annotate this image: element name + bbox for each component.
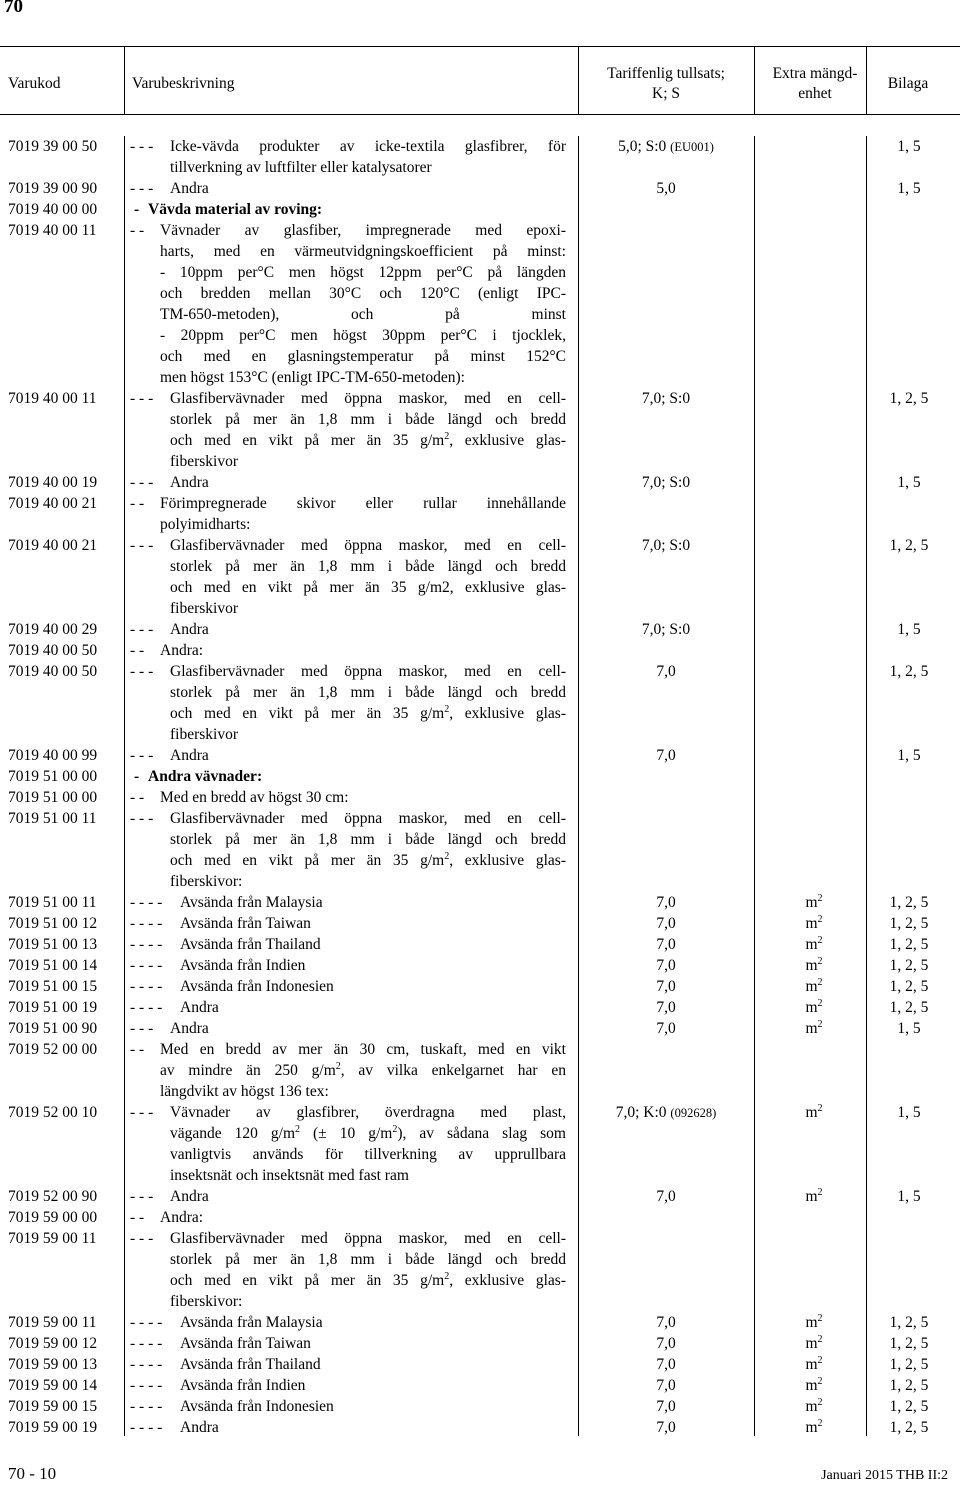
table-row xyxy=(0,199,960,220)
page-number: 70 xyxy=(4,0,23,17)
row-description-line: och med en vikt på mer än 35 $g/m^2$, exklusive glas- xyxy=(170,704,566,722)
row-unit: $m^2$ xyxy=(805,914,823,932)
row-unit: $m^2$ xyxy=(805,1397,823,1415)
table-row xyxy=(0,493,960,535)
table-row xyxy=(0,745,960,766)
row-bilaga: 1, 2, 5 xyxy=(889,957,929,974)
row-description xyxy=(170,808,566,892)
row-unit: $m^2$ xyxy=(805,1355,823,1373)
row-description xyxy=(160,640,566,661)
row-code: 7019 59 00 14 xyxy=(8,1377,98,1394)
row-description xyxy=(180,1333,566,1354)
row-description-line: Glasfibervävnader med öppna maskor, med en cell- xyxy=(170,810,566,827)
column-separator xyxy=(124,46,125,114)
row-dash-level: - - - - xyxy=(130,1314,163,1331)
header-col-extra-enhet-line1: Extra mängd- xyxy=(772,65,858,82)
row-description-line: Andra xyxy=(170,621,209,638)
row-code: 7019 52 00 00 xyxy=(8,1041,98,1058)
row-description xyxy=(180,997,566,1018)
row-description xyxy=(180,892,566,913)
table-row xyxy=(0,661,960,745)
table-row xyxy=(0,220,960,388)
row-code: 7019 51 00 90 xyxy=(8,1020,98,1037)
row-code: 7019 51 00 11 xyxy=(8,894,97,911)
row-dash-level: - - xyxy=(130,642,145,659)
table-row xyxy=(0,1039,960,1102)
row-description-line: insektsnät och insektsnät med fast ram xyxy=(170,1167,409,1184)
row-description-line: Förimpregnerade skivor eller rullar innehållande xyxy=(160,495,566,512)
row-description-line: Andra: xyxy=(160,1209,204,1226)
row-unit: $m^2$ xyxy=(805,893,823,911)
row-bilaga: 1, 5 xyxy=(897,138,921,155)
row-description-line: och bredden mellan 30°C och 120°C (enligt IPC- xyxy=(160,285,566,302)
row-unit: $m^2$ xyxy=(805,1313,823,1331)
row-description-line: polyimidharts: xyxy=(160,516,251,533)
row-tariff: 7,0; S:0 xyxy=(641,537,691,554)
table-row xyxy=(0,1207,960,1228)
row-bilaga: 1, 5 xyxy=(897,180,921,197)
table-row xyxy=(0,934,960,955)
row-description-line: Vävnader av glasfiber, impregnerade med epoxi- xyxy=(160,222,566,239)
row-code: 7019 59 00 00 xyxy=(8,1209,98,1226)
row-description xyxy=(170,535,566,619)
row-code: 7019 51 00 15 xyxy=(8,978,98,995)
row-description-line: Avsända från Taiwan xyxy=(180,915,311,932)
row-description-line: storlek på mer än 1,8 mm i både längd och bredd xyxy=(170,831,566,848)
row-description xyxy=(148,766,566,787)
header-col-tullsats-line1: Tariffenlig tullsats; xyxy=(607,65,725,82)
row-unit: $m^2$ xyxy=(805,1019,823,1037)
row-code: 7019 40 00 00 xyxy=(8,201,98,218)
row-description-line: storlek på mer än 1,8 mm i både längd och bredd xyxy=(170,411,566,428)
row-tariff: 7,0 xyxy=(656,915,676,932)
superscript-2: 2 xyxy=(817,1187,823,1198)
superscript-2: 2 xyxy=(817,914,823,925)
row-tariff: 7,0 xyxy=(656,1377,676,1394)
table-row xyxy=(0,976,960,997)
row-description-line: och med en glasningstemperatur på minst 152°C xyxy=(160,348,566,365)
row-description xyxy=(170,1018,566,1039)
row-bilaga: 1, 2, 5 xyxy=(889,537,929,554)
row-dash-level: - - - - xyxy=(130,1419,163,1436)
row-tariff: 7,0; K:0 (092628) xyxy=(615,1104,717,1121)
table-row xyxy=(0,640,960,661)
row-code: 7019 40 00 19 xyxy=(8,474,98,491)
row-dash-level: - - xyxy=(130,1209,145,1226)
row-description-line: - 10ppm per°C men högst 12ppm per°C på längden xyxy=(160,264,566,281)
row-description xyxy=(180,1375,566,1396)
row-description xyxy=(170,661,566,745)
row-code: 7019 40 00 29 xyxy=(8,621,98,638)
row-bilaga: 1, 2, 5 xyxy=(889,1314,929,1331)
row-bilaga: 1, 5 xyxy=(897,621,921,638)
row-description-line: fiberskivor xyxy=(170,600,239,617)
row-bilaga: 1, 2, 5 xyxy=(889,1398,929,1415)
row-bilaga: 1, 2, 5 xyxy=(889,894,929,911)
table-row xyxy=(0,178,960,199)
row-unit: $m^2$ xyxy=(805,1187,823,1205)
row-unit: $m^2$ xyxy=(805,977,823,995)
row-dash-level: - - - xyxy=(130,390,154,407)
row-dash-level: - - - - xyxy=(130,1335,163,1352)
row-tariff: 7,0 xyxy=(656,1335,676,1352)
row-bilaga: 1, 5 xyxy=(897,747,921,764)
row-description-line: Avsända från Indien xyxy=(180,957,306,974)
superscript-2: 2 xyxy=(817,956,823,967)
row-description-line: och med en vikt på mer än 35 g/m2, exklusive glas- xyxy=(170,579,566,596)
header-col-extra-enhet xyxy=(762,64,868,104)
table-row xyxy=(0,1417,960,1438)
row-description xyxy=(180,1396,566,1417)
row-unit: $m^2$ xyxy=(805,1418,823,1436)
row-description-line: Glasfibervävnader med öppna maskor, med en cell- xyxy=(170,537,566,554)
row-dash-level: - - - xyxy=(130,537,154,554)
row-dash-level: - - - xyxy=(130,1020,154,1037)
row-tariff: 7,0 xyxy=(656,1398,676,1415)
row-dash-level: - - - xyxy=(130,810,154,827)
row-tariff-note: (092628) xyxy=(670,1106,717,1120)
header-col-varukod: Varukod xyxy=(8,75,61,92)
row-description-line: vanligtvis används för tillverkning av upprullbara xyxy=(170,1146,566,1163)
row-description-line: Andra xyxy=(170,1188,209,1205)
row-description xyxy=(180,1354,566,1375)
row-tariff: 7,0 xyxy=(656,978,676,995)
superscript-2: 2 xyxy=(817,935,823,946)
table-row xyxy=(0,1186,960,1207)
table-row xyxy=(0,955,960,976)
row-unit: $m^2$ xyxy=(805,1334,823,1352)
row-tariff: 5,0 xyxy=(656,180,676,197)
row-description-line: fiberskivor xyxy=(170,453,239,470)
row-description-line: Glasfibervävnader med öppna maskor, med en cell- xyxy=(170,1230,566,1247)
column-separator xyxy=(578,46,579,114)
row-description-line: fiberskivor: xyxy=(170,1293,243,1310)
row-description-line: Andra xyxy=(170,1020,209,1037)
row-code: 7019 59 00 19 xyxy=(8,1419,98,1436)
row-dash-level: - - xyxy=(130,495,145,512)
row-description-line: och med en vikt på mer än 35 $g/m^2$, exklusive glas- xyxy=(170,851,566,869)
superscript-2: 2 xyxy=(817,1418,823,1429)
superscript-2: 2 xyxy=(817,1019,823,1030)
row-description-line: - 20ppm per°C men högst 30ppm per°C i tjocklek, xyxy=(160,327,566,344)
row-code: 7019 39 00 90 xyxy=(8,180,98,197)
row-description xyxy=(180,955,566,976)
row-tariff: 7,0 xyxy=(656,747,676,764)
row-tariff: 7,0 xyxy=(656,999,676,1016)
row-description-line: men högst 153°C (enligt IPC-TM-650-metoden): xyxy=(160,369,465,386)
row-description-line: Avsända från Indonesien xyxy=(180,978,334,995)
row-bilaga: 1, 2, 5 xyxy=(889,978,929,995)
row-tariff: 7,0 xyxy=(656,1020,676,1037)
row-bilaga: 1, 2, 5 xyxy=(889,936,929,953)
row-description-line: storlek på mer än 1,8 mm i både längd och bredd xyxy=(170,558,566,575)
row-description-line: Andra xyxy=(170,180,209,197)
row-description-line: storlek på mer än 1,8 mm i både längd och bredd xyxy=(170,1251,566,1268)
superscript-2: 2 xyxy=(817,1313,823,1324)
row-description-line: Avsända från Malaysia xyxy=(180,1314,323,1331)
table-row xyxy=(0,619,960,640)
table-row xyxy=(0,388,960,472)
row-dash-level: - xyxy=(134,768,140,785)
row-tariff: 7,0 xyxy=(656,936,676,953)
row-description-line: av mindre än 250 $g/m^2$, av vilka enkelgarnet har en xyxy=(160,1061,566,1079)
row-description xyxy=(160,787,566,808)
row-description-line: Andra: xyxy=(160,642,204,659)
row-code: 7019 51 00 12 xyxy=(8,915,98,932)
row-description-line: Avsända från Indien xyxy=(180,1377,306,1394)
row-bilaga: 1, 2, 5 xyxy=(889,1335,929,1352)
row-description xyxy=(170,619,566,640)
row-code: 7019 40 00 21 xyxy=(8,537,98,554)
superscript-2: 2 xyxy=(817,1103,823,1114)
row-tariff: 5,0; S:0 (EU001) xyxy=(618,138,714,155)
superscript-2: 2 xyxy=(335,1061,341,1072)
row-tariff: 7,0 xyxy=(656,894,676,911)
row-description xyxy=(170,1186,566,1207)
row-code: 7019 52 00 90 xyxy=(8,1188,98,1205)
table-row xyxy=(0,787,960,808)
header-col-tullsats xyxy=(578,64,754,104)
table-row xyxy=(0,1312,960,1333)
row-code: 7019 40 00 11 xyxy=(8,390,97,407)
header-top-rule xyxy=(0,46,960,47)
row-description-line: vägande 120 $g/m^2$ (± 10 $g/m^2$), av sådana slag som xyxy=(170,1124,566,1142)
header-col-varubeskrivning: Varubeskrivning xyxy=(132,75,235,92)
row-description-line: Andra xyxy=(170,474,209,491)
header-col-extra-enhet-line2: enhet xyxy=(798,85,832,102)
row-description xyxy=(180,976,566,997)
row-bilaga: 1, 5 xyxy=(897,1104,921,1121)
row-description-line: tillverkning av luftfilter eller katalysatorer xyxy=(170,159,432,176)
row-code: 7019 51 00 00 xyxy=(8,768,98,785)
row-description-line: Andra vävnader: xyxy=(148,768,263,785)
table-row xyxy=(0,1396,960,1417)
row-description xyxy=(160,1207,566,1228)
row-code: 7019 40 00 50 xyxy=(8,642,98,659)
row-dash-level: - - - xyxy=(130,138,154,155)
table-row xyxy=(0,1102,960,1186)
superscript-2: 2 xyxy=(444,851,450,862)
row-description-line: TM-650-metoden), och på minst xyxy=(160,306,566,323)
row-unit: $m^2$ xyxy=(805,956,823,974)
row-code: 7019 59 00 12 xyxy=(8,1335,98,1352)
row-unit: $m^2$ xyxy=(805,1103,823,1121)
superscript-2: 2 xyxy=(817,1376,823,1387)
row-description xyxy=(160,220,566,388)
column-separator xyxy=(866,46,867,114)
row-description-line: Avsända från Taiwan xyxy=(180,1335,311,1352)
row-code: 7019 59 00 11 xyxy=(8,1314,97,1331)
table-row xyxy=(0,1018,960,1039)
table-row xyxy=(0,472,960,493)
superscript-2: 2 xyxy=(444,1271,450,1282)
table-row xyxy=(0,997,960,1018)
table-row xyxy=(0,892,960,913)
row-description-line: Vävnader av glasfibrer, överdragna med plast, xyxy=(170,1104,566,1121)
row-tariff: 7,0; S:0 xyxy=(641,390,691,407)
row-description-line: och med en vikt på mer än 35 $g/m^2$, exklusive glas- xyxy=(170,431,566,449)
row-description xyxy=(180,934,566,955)
header-bottom-rule xyxy=(0,114,960,115)
superscript-2: 2 xyxy=(295,1124,301,1135)
row-dash-level: - - - - xyxy=(130,1356,163,1373)
row-code: 7019 40 00 21 xyxy=(8,495,98,512)
header-col-tullsats-line2: K; S xyxy=(652,85,680,102)
row-dash-level: - - - - xyxy=(130,915,163,932)
footer-edition: Januari 2015 THB II:2 xyxy=(821,1468,948,1483)
row-description-line: Avsända från Thailand xyxy=(180,936,321,953)
row-bilaga: 1, 5 xyxy=(897,1188,921,1205)
row-dash-level: - - - xyxy=(130,621,154,638)
row-code: 7019 51 00 14 xyxy=(8,957,98,974)
table-row xyxy=(0,136,960,178)
row-description-line: Andra xyxy=(180,1419,219,1436)
row-code: 7019 39 00 50 xyxy=(8,138,98,155)
column-separator xyxy=(754,46,755,114)
row-tariff: 7,0 xyxy=(656,1356,676,1373)
row-dash-level: - - xyxy=(130,789,145,806)
row-description xyxy=(180,1312,566,1333)
row-description xyxy=(170,388,566,472)
row-dash-level: - - - xyxy=(130,747,154,764)
row-dash-level: - - - - xyxy=(130,999,163,1016)
row-unit: $m^2$ xyxy=(805,1376,823,1394)
row-code: 7019 51 00 13 xyxy=(8,936,98,953)
row-bilaga: 1, 2, 5 xyxy=(889,390,929,407)
row-description-line: Med en bredd av högst 30 cm: xyxy=(160,789,349,806)
row-description-line: Med en bredd av mer än 30 cm, tuskaft, med en vikt xyxy=(160,1041,566,1058)
row-bilaga: 1, 2, 5 xyxy=(889,1419,929,1436)
row-code: 7019 52 00 10 xyxy=(8,1104,98,1121)
table-row xyxy=(0,535,960,619)
table-row xyxy=(0,1333,960,1354)
row-dash-level: - - - - xyxy=(130,936,163,953)
row-description xyxy=(180,913,566,934)
row-dash-level: - - - xyxy=(130,1104,154,1121)
superscript-2: 2 xyxy=(392,1124,398,1135)
row-description xyxy=(170,472,566,493)
row-code: 7019 51 00 19 xyxy=(8,999,98,1016)
superscript-2: 2 xyxy=(817,1397,823,1408)
table-row xyxy=(0,913,960,934)
row-description-line: Avsända från Thailand xyxy=(180,1356,321,1373)
row-code: 7019 59 00 13 xyxy=(8,1356,98,1373)
row-description-line: storlek på mer än 1,8 mm i både längd och bredd xyxy=(170,684,566,701)
row-code: 7019 59 00 11 xyxy=(8,1230,97,1247)
row-dash-level: - - - - xyxy=(130,978,163,995)
superscript-2: 2 xyxy=(817,977,823,988)
row-description-line: längdvikt av högst 136 tex: xyxy=(160,1083,329,1100)
superscript-2: 2 xyxy=(444,431,450,442)
table-row xyxy=(0,766,960,787)
row-code: 7019 40 00 50 xyxy=(8,663,98,680)
row-description xyxy=(160,493,566,535)
row-code: 7019 40 00 99 xyxy=(8,747,98,764)
row-description xyxy=(148,199,566,220)
superscript-2: 2 xyxy=(817,1355,823,1366)
row-dash-level: - - - - xyxy=(130,1398,163,1415)
row-description-line: Andra xyxy=(170,747,209,764)
row-tariff: 7,0 xyxy=(656,957,676,974)
row-description xyxy=(170,1228,566,1312)
superscript-2: 2 xyxy=(817,998,823,1009)
row-description xyxy=(170,178,566,199)
table-row xyxy=(0,1375,960,1396)
superscript-2: 2 xyxy=(817,893,823,904)
row-tariff: 7,0 xyxy=(656,663,676,680)
superscript-2: 2 xyxy=(444,704,450,715)
row-unit: $m^2$ xyxy=(805,935,823,953)
row-bilaga: 1, 5 xyxy=(897,474,921,491)
table-row xyxy=(0,808,960,892)
row-tariff: 7,0 xyxy=(656,1419,676,1436)
row-code: 7019 40 00 11 xyxy=(8,222,97,239)
row-tariff: 7,0; S:0 xyxy=(641,621,691,638)
row-dash-level: - - xyxy=(130,222,145,239)
row-description-line: harts, med en värmeutvidgningskoefficient på minst: xyxy=(160,243,566,260)
row-bilaga: 1, 2, 5 xyxy=(889,663,929,680)
row-description-line: Andra xyxy=(180,999,219,1016)
row-dash-level: - - - - xyxy=(130,957,163,974)
header-col-bilaga: Bilaga xyxy=(887,75,929,92)
row-code: 7019 51 00 11 xyxy=(8,810,97,827)
row-description-line: Icke-vävda produkter av icke-textila glasfibrer, för xyxy=(170,138,566,155)
superscript-2: 2 xyxy=(817,1334,823,1345)
row-dash-level: - - - xyxy=(130,663,154,680)
row-dash-level: - - - xyxy=(130,1230,154,1247)
row-tariff: 7,0 xyxy=(656,1314,676,1331)
row-bilaga: 1, 2, 5 xyxy=(889,1377,929,1394)
row-description-line: Glasfibervävnader med öppna maskor, med en cell- xyxy=(170,390,566,407)
row-description xyxy=(160,1039,566,1102)
row-description-line: Avsända från Malaysia xyxy=(180,894,323,911)
row-description xyxy=(170,745,566,766)
row-code: 7019 51 00 00 xyxy=(8,789,98,806)
footer-page-ref: 70 - 10 xyxy=(8,1464,57,1483)
row-dash-level: - - - xyxy=(130,474,154,491)
row-tariff-note: (EU001) xyxy=(670,140,714,154)
row-description xyxy=(170,136,566,178)
row-tariff: 7,0 xyxy=(656,1188,676,1205)
row-description-line: Glasfibervävnader med öppna maskor, med en cell- xyxy=(170,663,566,680)
row-dash-level: - xyxy=(134,201,140,218)
row-description-line: fiberskivor xyxy=(170,726,239,743)
row-tariff: 7,0; S:0 xyxy=(641,474,691,491)
row-description-line: fiberskivor: xyxy=(170,873,243,890)
row-bilaga: 1, 2, 5 xyxy=(889,1356,929,1373)
row-description-line: Vävda material av roving: xyxy=(148,201,323,218)
row-code: 7019 59 00 15 xyxy=(8,1398,98,1415)
table-row xyxy=(0,1228,960,1312)
tariff-table-body xyxy=(0,136,960,1438)
row-dash-level: - - - - xyxy=(130,894,163,911)
table-row xyxy=(0,1354,960,1375)
row-description xyxy=(180,1417,566,1438)
row-bilaga: 1, 2, 5 xyxy=(889,915,929,932)
row-description-line: och med en vikt på mer än 35 $g/m^2$, exklusive glas- xyxy=(170,1271,566,1289)
row-description-line: Avsända från Indonesien xyxy=(180,1398,334,1415)
row-dash-level: - - xyxy=(130,1041,145,1058)
row-description xyxy=(170,1102,566,1186)
row-dash-level: - - - xyxy=(130,1188,154,1205)
row-unit: $m^2$ xyxy=(805,998,823,1016)
row-dash-level: - - - - xyxy=(130,1377,163,1394)
row-bilaga: 1, 2, 5 xyxy=(889,999,929,1016)
row-dash-level: - - - xyxy=(130,180,154,197)
row-bilaga: 1, 5 xyxy=(897,1020,921,1037)
